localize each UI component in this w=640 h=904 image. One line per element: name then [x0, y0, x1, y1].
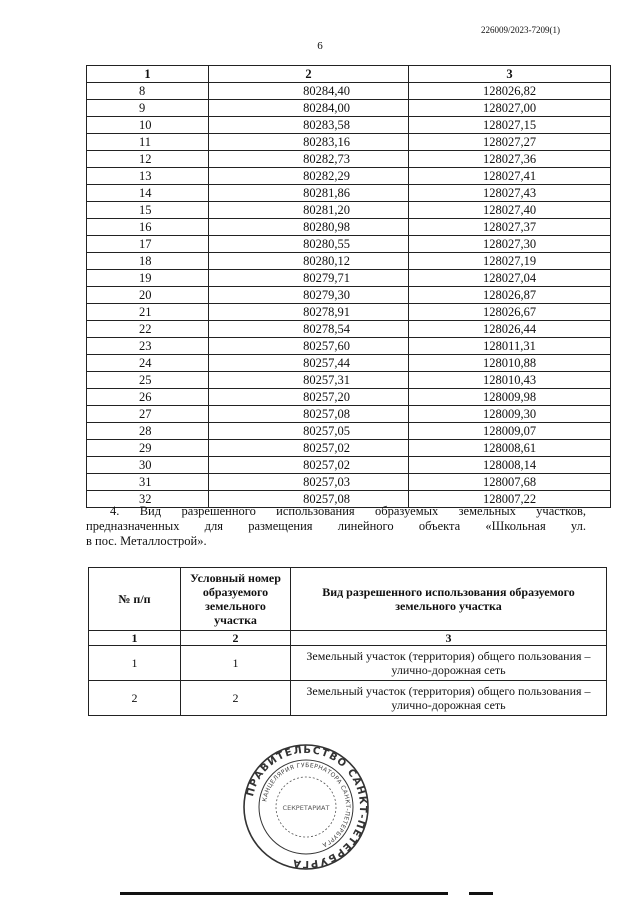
coordinates-cell: 26	[87, 389, 209, 406]
coordinates-row	[87, 355, 611, 372]
seal-inner-text: КАНЦЕЛЯРИЯ ГУБЕРНАТОРА САНКТ-ПЕТЕРБУРГА	[261, 761, 352, 849]
coordinates-cell: 19	[87, 270, 209, 287]
coordinates-cell: 80279,30	[209, 287, 409, 304]
coordinates-table	[86, 65, 611, 508]
coordinates-row	[87, 457, 611, 474]
coordinates-row	[87, 100, 611, 117]
coordinates-cell: 11	[87, 134, 209, 151]
land-use-colnum-cell: 1	[89, 631, 181, 646]
coordinates-cell: 128007,22	[409, 491, 611, 508]
coordinates-cell: 27	[87, 406, 209, 423]
coordinates-header-row	[87, 66, 611, 83]
coordinates-cell: 80257,60	[209, 338, 409, 355]
coordinates-cell: 128027,04	[409, 270, 611, 287]
coordinates-cell: 128026,44	[409, 321, 611, 338]
coordinates-row	[87, 202, 611, 219]
coordinates-row	[87, 168, 611, 185]
land-use-cell: Земельный участок (территория) общего пользования – улично-дорожная сеть	[291, 646, 607, 681]
land-use-header-row	[89, 568, 607, 631]
coordinates-cell: 25	[87, 372, 209, 389]
coordinates-cell: 20	[87, 287, 209, 304]
coordinates-cell: 80278,91	[209, 304, 409, 321]
coordinates-cell: 18	[87, 253, 209, 270]
coordinates-cell: 128010,88	[409, 355, 611, 372]
coordinates-cell: 15	[87, 202, 209, 219]
coordinates-cell: 128027,15	[409, 117, 611, 134]
coordinates-row	[87, 423, 611, 440]
coordinates-row	[87, 287, 611, 304]
coordinates-cell: 128026,82	[409, 83, 611, 100]
coordinates-cell: 30	[87, 457, 209, 474]
coordinates-cell: 9	[87, 100, 209, 117]
land-use-header-cell: Вид разрешенного использования образуемого земельного участка	[291, 568, 607, 631]
coordinates-row	[87, 270, 611, 287]
coordinates-cell: 128008,14	[409, 457, 611, 474]
coordinates-row	[87, 117, 611, 134]
land-use-colnum-cell: 2	[181, 631, 291, 646]
coordinates-row	[87, 134, 611, 151]
coordinates-row	[87, 185, 611, 202]
land-use-cell: 2	[89, 681, 181, 716]
coordinates-cell: 80257,03	[209, 474, 409, 491]
coordinates-cell: 80280,98	[209, 219, 409, 236]
coordinates-cell: 128027,43	[409, 185, 611, 202]
coordinates-cell: 16	[87, 219, 209, 236]
page-footer-lines	[0, 888, 640, 904]
land-use-colnum-row	[89, 631, 607, 646]
coordinates-cell: 128027,00	[409, 100, 611, 117]
coordinates-row	[87, 236, 611, 253]
coordinates-cell: 80257,31	[209, 372, 409, 389]
coordinates-row	[87, 83, 611, 100]
coordinates-cell: 128026,67	[409, 304, 611, 321]
official-seal-stamp	[240, 744, 372, 870]
seal-outer-text: ПРАВИТЕЛЬСТВО САНКТ-ПЕТЕРБУРГА	[245, 744, 369, 870]
coordinates-cell: 128009,30	[409, 406, 611, 423]
coordinates-cell: 29	[87, 440, 209, 457]
coordinates-cell: 128027,27	[409, 134, 611, 151]
land-use-row	[89, 646, 607, 681]
footer-rule-short	[469, 892, 493, 895]
coordinates-cell: 80281,20	[209, 202, 409, 219]
coordinates-row	[87, 474, 611, 491]
coordinates-row	[87, 219, 611, 236]
coordinates-cell: 10	[87, 117, 209, 134]
coordinates-cell: 128026,87	[409, 287, 611, 304]
land-use-colnum-cell: 3	[291, 631, 607, 646]
coordinates-cell: 80284,00	[209, 100, 409, 117]
coordinates-cell: 80284,40	[209, 83, 409, 100]
document-number: 226009/2023-7209(1)	[481, 25, 560, 35]
coordinates-row	[87, 389, 611, 406]
coordinates-cell: 80281,86	[209, 185, 409, 202]
seal-center-text: СЕКРЕТАРИАТ	[282, 804, 330, 812]
coordinates-cell: 31	[87, 474, 209, 491]
coordinates-row	[87, 372, 611, 389]
section-4-line: в пос. Металлострой».	[86, 534, 207, 548]
coordinates-cell: 80257,08	[209, 406, 409, 423]
coordinates-cell: 80257,02	[209, 440, 409, 457]
coordinates-cell: 128027,41	[409, 168, 611, 185]
land-use-cell: 2	[181, 681, 291, 716]
coordinates-cell: 80257,08	[209, 491, 409, 508]
coordinates-row	[87, 321, 611, 338]
coordinates-cell: 128027,19	[409, 253, 611, 270]
coordinates-cell: 128009,98	[409, 389, 611, 406]
coordinates-cell: 128010,43	[409, 372, 611, 389]
land-use-cell: 1	[181, 646, 291, 681]
coordinates-cell: 80257,02	[209, 457, 409, 474]
coordinates-cell: 128027,37	[409, 219, 611, 236]
coordinates-cell: 80278,54	[209, 321, 409, 338]
coordinates-cell: 24	[87, 355, 209, 372]
coordinates-cell: 80280,12	[209, 253, 409, 270]
land-use-table	[88, 567, 607, 716]
coordinates-cell: 17	[87, 236, 209, 253]
section-4-line: предназначенных для размещения линейного объекта «Школьная ул.	[86, 519, 586, 533]
coordinates-cell: 80280,55	[209, 236, 409, 253]
coordinates-cell: 128007,68	[409, 474, 611, 491]
coordinates-cell: 128027,40	[409, 202, 611, 219]
coordinates-cell: 128027,30	[409, 236, 611, 253]
coordinates-cell: 80257,44	[209, 355, 409, 372]
land-use-row	[89, 681, 607, 716]
coordinates-header-cell: 2	[209, 66, 409, 83]
section-4-paragraph	[86, 504, 586, 549]
coordinates-cell: 80257,05	[209, 423, 409, 440]
coordinates-cell: 12	[87, 151, 209, 168]
coordinates-row	[87, 151, 611, 168]
coordinates-cell: 14	[87, 185, 209, 202]
coordinates-cell: 21	[87, 304, 209, 321]
coordinates-row	[87, 253, 611, 270]
land-use-cell: 1	[89, 646, 181, 681]
footer-rule	[120, 892, 448, 895]
coordinates-row	[87, 440, 611, 457]
coordinates-header-cell: 3	[409, 66, 611, 83]
coordinates-cell: 13	[87, 168, 209, 185]
coordinates-cell: 80282,29	[209, 168, 409, 185]
coordinates-cell: 22	[87, 321, 209, 338]
coordinates-row	[87, 304, 611, 321]
coordinates-cell: 80283,16	[209, 134, 409, 151]
coordinates-cell: 80257,20	[209, 389, 409, 406]
coordinates-row	[87, 406, 611, 423]
land-use-header-cell: Условный номер образуемого земельного участка	[181, 568, 291, 631]
coordinates-cell: 8	[87, 83, 209, 100]
coordinates-cell: 128011,31	[409, 338, 611, 355]
page-number: 6	[317, 40, 323, 52]
section-4-line: 4. Вид разрешенного использования образуемых земельных участков,	[110, 504, 586, 518]
coordinates-cell: 23	[87, 338, 209, 355]
coordinates-cell: 32	[87, 491, 209, 508]
land-use-header-cell: № п/п	[89, 568, 181, 631]
coordinates-cell: 128008,61	[409, 440, 611, 457]
coordinates-cell: 80282,73	[209, 151, 409, 168]
coordinates-cell: 80279,71	[209, 270, 409, 287]
land-use-cell: Земельный участок (территория) общего пользования – улично-дорожная сеть	[291, 681, 607, 716]
coordinates-cell: 128009,07	[409, 423, 611, 440]
coordinates-cell: 128027,36	[409, 151, 611, 168]
coordinates-cell: 28	[87, 423, 209, 440]
coordinates-cell: 80283,58	[209, 117, 409, 134]
coordinates-header-cell: 1	[87, 66, 209, 83]
coordinates-row	[87, 338, 611, 355]
